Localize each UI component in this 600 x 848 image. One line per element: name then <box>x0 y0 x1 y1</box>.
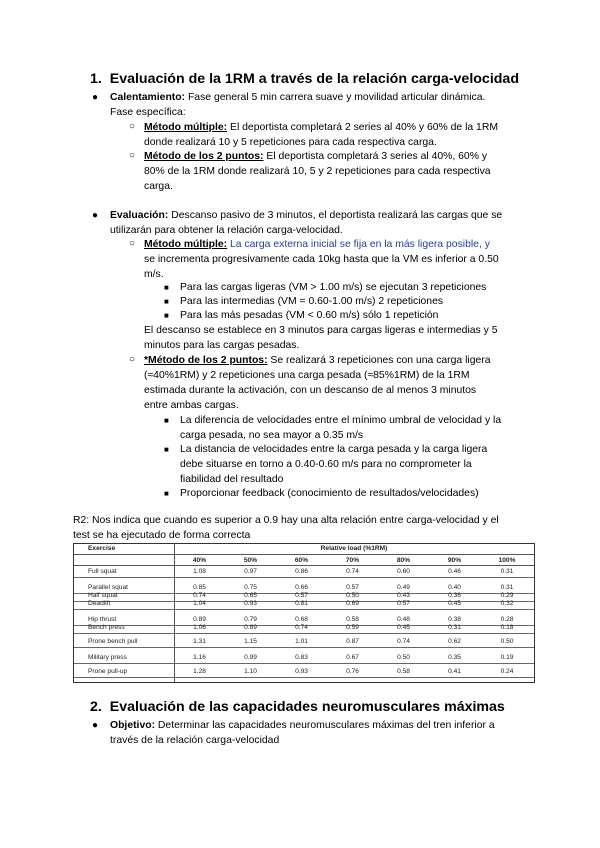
evaluacion-line2: utilizarán para obtener la relación carga-velocidad. <box>110 225 343 236</box>
table-cell: 1.15 <box>244 638 257 645</box>
table-cell: 0.60 <box>397 568 410 575</box>
table-cell: 0.83 <box>295 654 308 661</box>
criterio-bullet <box>180 486 550 501</box>
table-cell: 0.97 <box>244 568 257 575</box>
table-columns-row <box>74 555 534 566</box>
row-rule <box>74 609 534 610</box>
row-rule <box>74 677 534 678</box>
table-cell: 0.18 <box>500 624 514 631</box>
section-1-title: Evaluación de la 1RM a través de la relación carga-velocidad <box>109 71 519 87</box>
bullet-dot-icon: ● <box>92 210 99 221</box>
criterio-3-line1: Proporcionar feedback (conocimiento de resultados/velocidades) <box>180 488 479 499</box>
table-cell: 0.99 <box>244 654 257 661</box>
column-header: 100% <box>498 557 516 564</box>
fase-especifica: Fase específica: <box>110 107 186 118</box>
exercise-name: Full squat <box>88 568 117 575</box>
table-cell: 0.85 <box>193 584 206 591</box>
metodo-multiple-1-line1: El deportista completará 2 series al 40% y 60% de la 1RM <box>230 122 498 133</box>
metodo-2puntos-1-line1: El deportista completará 3 series al 40%, 60% y <box>266 151 488 162</box>
metodo-2puntos-2-line4: entre ambas cargas. <box>144 400 239 411</box>
bullet-dot-icon: ● <box>92 92 99 103</box>
table-cell: 0.81 <box>295 600 308 607</box>
section-2-number: 2. <box>90 699 102 715</box>
table-cell: 0.50 <box>500 638 514 645</box>
velocity-table <box>73 543 535 683</box>
row-rule <box>74 647 534 648</box>
table-cell: 0.57 <box>346 584 359 591</box>
evaluacion-block <box>110 208 550 238</box>
table-cell: 1.10 <box>244 668 257 675</box>
exercise-name: Prone pull-up <box>88 668 128 675</box>
table-cell: 0.49 <box>397 584 410 591</box>
criterio-1-line2: carga pesada, no sea mayor a 0.35 m/s <box>180 430 364 441</box>
exercise-name: Bench press <box>88 624 125 631</box>
table-cell: 0.58 <box>346 616 359 623</box>
objetivo-label: Objetivo: <box>110 720 156 731</box>
square-bullet-icon: ■ <box>164 311 169 320</box>
table-cell: 0.38 <box>448 616 461 623</box>
calentamiento-label: Calentamiento: <box>110 92 186 103</box>
table-cell: 1.01 <box>295 638 308 645</box>
section-2-title: Evaluación de las capacidades neuromusculares máximas <box>109 699 505 715</box>
circle-bullet-icon: ○ <box>129 354 136 365</box>
table-cell: 0.40 <box>448 584 461 591</box>
exercise-name: Deadlift <box>88 600 111 607</box>
table-cell: 0.19 <box>500 654 514 661</box>
table-cell: 0.66 <box>295 584 308 591</box>
table-cell: 0.76 <box>346 668 359 675</box>
circle-bullet-icon: ○ <box>129 238 136 249</box>
descanso-text <box>144 323 544 353</box>
table-cell: 0.59 <box>346 624 359 631</box>
descanso-line1: El descanso se establece en 3 minutos para cargas ligeras e intermedias y 5 <box>144 325 498 336</box>
table-cell: 0.93 <box>244 600 257 607</box>
table-cell: 0.28 <box>500 616 514 623</box>
vm-bullet: Para las intermedias (VM = 0.60-1.00 m/s) 2 repeticiones <box>180 296 444 307</box>
table-cell: 0.57 <box>295 592 308 599</box>
table-cell: 0.93 <box>295 668 308 675</box>
table-cell: 1.06 <box>193 624 206 631</box>
metodo-multiple-2-label: Método múltiple: <box>144 239 228 250</box>
metodo-2puntos-2-line3: estimada durante la activación, con un descanso de al menos 3 minutos <box>144 385 477 396</box>
table-cell: 0.62 <box>448 638 461 645</box>
table-cell: 1.04 <box>193 600 206 607</box>
column-header: 90% <box>447 557 462 564</box>
table-cell: 0.41 <box>448 668 461 675</box>
calentamiento-text: Fase general 5 min carrera suave y movilidad articular dinámica. <box>187 92 486 103</box>
table-cell: 0.86 <box>295 568 308 575</box>
table-cell: 0.24 <box>500 668 514 675</box>
r2-line2: test se ha ejecutado de forma correcta <box>73 530 251 541</box>
table-cell: 0.50 <box>346 592 359 599</box>
exercise-header: Exercise <box>88 545 116 552</box>
table-cell: 0.74 <box>193 592 206 599</box>
table-cell: 0.74 <box>346 568 359 575</box>
section-1-heading <box>90 71 519 87</box>
metodo-multiple-1 <box>144 120 544 150</box>
table-cell: 0.68 <box>295 616 308 623</box>
square-bullet-icon: ■ <box>164 445 169 454</box>
criterio-2-line1: La distancia de velocidades entre la carga pesada y la carga ligera <box>180 444 488 455</box>
table-cell: 0.74 <box>397 638 410 645</box>
metodo-2puntos-1-label: Método de los 2 puntos: <box>144 151 264 162</box>
table-cell: 0.48 <box>397 616 410 623</box>
metodo-multiple-2-line1: La carga externa inicial se fija en la más ligera posible, y <box>230 239 490 250</box>
column-header: 50% <box>243 557 258 564</box>
table-cell: 0.50 <box>397 654 410 661</box>
vm-bullet: Para las cargas ligeras (VM > 1.00 m/s) se ejecutan 3 repeticiones <box>180 282 487 293</box>
square-bullet-icon: ■ <box>164 489 169 498</box>
bullet-dot-icon: ● <box>92 720 99 731</box>
table-cell: 0.89 <box>193 616 206 623</box>
column-header: 70% <box>345 557 360 564</box>
descanso-line2: minutos para las cargas pesadas. <box>144 340 300 351</box>
metodo-multiple-1-label: Método múltiple: <box>144 122 228 133</box>
table-cell: 0.45 <box>448 600 461 607</box>
exercise-name: Half squat <box>88 592 118 599</box>
table-cell: 1.16 <box>193 654 206 661</box>
table-cell: 0.57 <box>397 600 410 607</box>
table-cell: 0.69 <box>346 600 359 607</box>
criterio-bullet <box>180 413 550 443</box>
criterio-1-line1: La diferencia de velocidades entre el mínimo umbral de velocidad y la <box>180 415 502 426</box>
table-cell: 0.29 <box>500 592 514 599</box>
metodo-2puntos-2-label: *Método de los 2 puntos: <box>144 355 268 366</box>
table-cell: 0.65 <box>244 592 257 599</box>
row-rule <box>74 577 534 578</box>
section-2-heading <box>90 699 505 715</box>
table-cell: 0.35 <box>448 654 461 661</box>
exercise-name: Hip thrust <box>88 616 117 623</box>
table-cell: 0.45 <box>397 624 410 631</box>
circle-bullet-icon: ○ <box>129 150 136 161</box>
criterio-bullet <box>180 442 550 487</box>
table-cell: 0.31 <box>500 584 514 591</box>
table-cell: 0.43 <box>397 592 410 599</box>
evaluacion-label: Evaluación: <box>110 210 169 221</box>
metodo-multiple-2-line2: se incrementa progresivamente cada 10kg hasta que la VM es inferior a 0.50 <box>144 254 499 265</box>
exercise-name: Military press <box>88 654 127 661</box>
table-cell: 1.08 <box>193 568 206 575</box>
criterio-2-line3: fiabilidad del resultado <box>180 474 284 485</box>
vm-bullet: Para las más pesadas (VM < 0.60 m/s) sólo 1 repetición <box>180 310 439 321</box>
objetivo-line2: través de la relación carga-velocidad <box>110 735 280 746</box>
table-cell: 0.58 <box>397 668 410 675</box>
table-cell: 0.31 <box>500 568 514 575</box>
row-rule <box>74 633 534 634</box>
criterio-2-line2: debe situarse en torno a 0.40-0.60 m/s para no comprometer la <box>180 459 472 470</box>
metodo-2puntos-2-line2: (≈40%1RM) y 2 repeticiones una carga pesada (≈85%1RM) de la 1RM <box>144 370 470 381</box>
table-cell: 0.74 <box>295 624 308 631</box>
exercise-name: Prone bench pull <box>88 638 138 645</box>
column-header: 40% <box>192 557 207 564</box>
metodo-2puntos-2-line1: Se realizará 3 repeticiones con una carga ligera <box>270 355 491 366</box>
metodo-2puntos-1-line2: 80% de la 1RM donde realizará 10, 5 y 2 repeticiones para cada respectiva <box>144 166 491 177</box>
evaluacion-line1: Descanso pasivo de 3 minutos, el deportista realizará las cargas que se <box>171 210 503 221</box>
table-cell: 0.32 <box>500 600 514 607</box>
table-cell: 0.31 <box>448 624 461 631</box>
r2-note <box>73 513 553 543</box>
objetivo-block <box>110 718 550 748</box>
metodo-multiple-1-line2: donde realizará 10 y 5 repeticiones para cada respectiva carga. <box>144 137 437 148</box>
metodo-2puntos-2 <box>144 353 544 413</box>
square-bullet-icon: ■ <box>164 416 169 425</box>
table-cell: 1.28 <box>193 668 206 675</box>
table-cell: 0.75 <box>244 584 257 591</box>
table-cell: 0.87 <box>346 638 359 645</box>
table-header-row <box>74 544 534 555</box>
exercise-name: Parallel squat <box>88 584 128 591</box>
calentamiento-block <box>110 90 550 120</box>
metodo-multiple-2-line3: m/s. <box>144 269 164 280</box>
circle-bullet-icon: ○ <box>129 121 136 132</box>
column-header: 80% <box>396 557 411 564</box>
section-1-number: 1. <box>90 71 102 87</box>
square-bullet-icon: ■ <box>164 297 169 306</box>
table-cell: 0.79 <box>244 616 257 623</box>
load-header: Relative load (%1RM) <box>320 545 388 552</box>
table-cell: 1.31 <box>193 638 206 645</box>
table-cell: 0.46 <box>448 568 461 575</box>
r2-line1: R2: Nos indica que cuando es superior a 0.9 hay una alta relación entre carga-velocidad y el <box>73 515 499 526</box>
row-rule <box>74 663 534 664</box>
table-cell: 0.67 <box>346 654 359 661</box>
metodo-2puntos-1-line3: carga. <box>144 181 173 192</box>
objetivo-line1: Determinar las capacidades neuromusculares máximas del tren inferior a <box>157 720 495 731</box>
column-header: 60% <box>294 557 309 564</box>
metodo-multiple-2 <box>144 237 544 282</box>
table-cell: 0.89 <box>244 624 257 631</box>
table-cell: 0.36 <box>448 592 461 599</box>
metodo-2puntos-1 <box>144 149 544 194</box>
square-bullet-icon: ■ <box>164 283 169 292</box>
